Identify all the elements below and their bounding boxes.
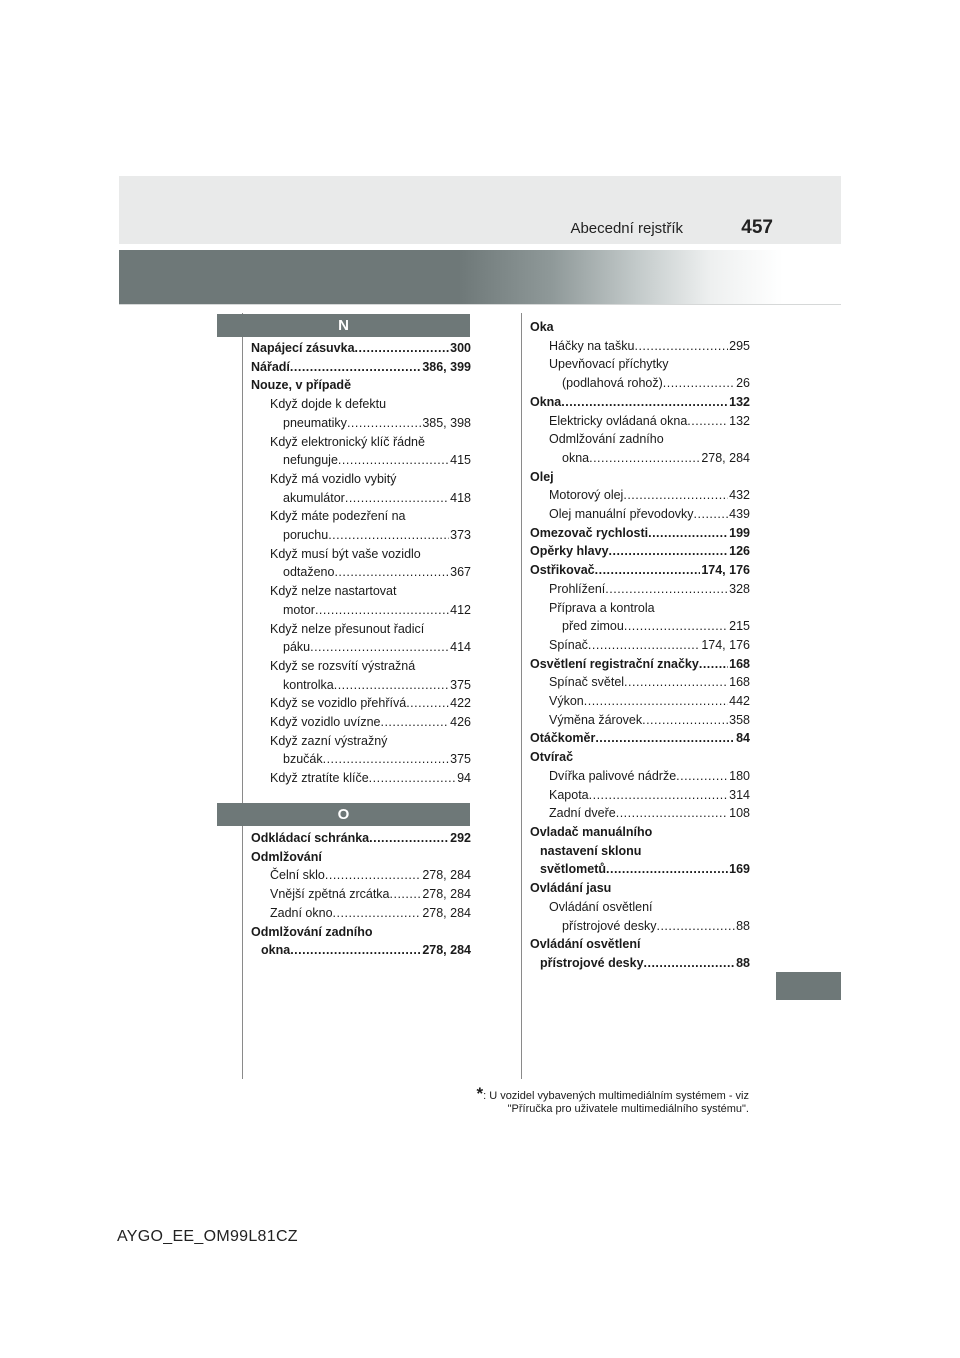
entry-term: Olej manuální převodovky — [549, 507, 694, 522]
entry-term: před zimou — [562, 619, 624, 634]
entry-page-ref: 215 — [729, 619, 750, 634]
entry-term: Otvírač — [530, 750, 574, 765]
index-entry — [251, 526, 471, 545]
index-entry — [251, 563, 471, 582]
entry-term: Když elektronický klíč řádně — [270, 434, 425, 449]
entry-term: okna — [562, 450, 590, 465]
entry-term: Kapota — [549, 787, 589, 802]
dot-leader — [616, 804, 728, 823]
dot-leader — [699, 655, 728, 674]
index-entry — [251, 829, 471, 848]
entry-term: Když ztratíte klíče — [270, 771, 369, 786]
entry-page-ref: 88 — [736, 955, 750, 970]
entry-term: okna — [261, 943, 291, 958]
index-entry — [530, 580, 750, 599]
index-entry — [251, 582, 471, 601]
entry-page-ref: 132 — [729, 413, 750, 428]
dot-leader — [676, 767, 728, 786]
index-entry — [530, 412, 750, 431]
index-entry — [530, 729, 750, 748]
entry-page-ref: 168 — [729, 675, 750, 690]
index-entry — [251, 904, 471, 923]
index-entry — [530, 393, 750, 412]
entry-term: Když se rozsvítí výstražná — [270, 658, 416, 673]
index-entry — [251, 732, 471, 751]
entry-term: Nouze, v případě — [251, 378, 352, 393]
index-entry — [251, 545, 471, 564]
entry-term: Elektricky ovládaná okna — [549, 413, 688, 428]
footnote — [329, 1084, 749, 1116]
index-entry — [530, 860, 750, 879]
entry-term: Prohlížení — [549, 581, 606, 596]
entry-page-ref: 412 — [450, 602, 471, 617]
footnote-line-1: : U vozidel vybavených multimediálním systémem - viz — [483, 1090, 749, 1102]
entry-term: nastavení sklonu — [540, 843, 642, 858]
dot-leader — [595, 561, 701, 580]
entry-page-ref: 439 — [729, 507, 750, 522]
entry-term: pneumatiky — [283, 415, 347, 430]
page-header — [119, 176, 841, 244]
entry-term: Upevňovací příchytky — [549, 357, 669, 372]
index-column-o — [251, 829, 471, 960]
entry-term: Spínač světel — [549, 675, 625, 690]
entry-page-ref: 126 — [729, 544, 750, 559]
dot-leader — [624, 673, 728, 692]
entry-page-ref: 84 — [736, 731, 750, 746]
index-entry — [251, 657, 471, 676]
dot-leader — [334, 563, 449, 582]
section-header-o: O — [217, 803, 470, 826]
entry-term: páku — [283, 640, 311, 655]
entry-term: Odmlžování zadního — [549, 432, 664, 447]
entry-page-ref: 26 — [736, 376, 750, 391]
index-entry — [530, 318, 750, 337]
entry-term: Když vozidlo uvízne — [270, 715, 381, 730]
dot-leader — [323, 750, 450, 769]
entry-page-ref: 168 — [729, 656, 750, 671]
entry-term: odtaženo — [283, 565, 335, 580]
index-entry — [530, 486, 750, 505]
entry-term: motor — [283, 602, 315, 617]
index-entry — [530, 430, 750, 449]
dot-leader — [624, 617, 728, 636]
entry-term: Když musí být vaše vozidlo — [270, 546, 421, 561]
index-entry — [251, 507, 471, 526]
index-entry — [251, 769, 471, 788]
document-code: AYGO_EE_OM99L81CZ — [117, 1228, 298, 1245]
entry-term: Omezovač rychlosti — [530, 525, 649, 540]
entry-term: Výkon — [549, 694, 584, 709]
index-entry — [530, 449, 750, 468]
index-entry — [251, 601, 471, 620]
index-entry — [251, 750, 471, 769]
dot-leader — [369, 769, 456, 788]
entry-term: Odkládací schránka — [251, 831, 370, 845]
entry-term: Odmlžování zadního — [251, 924, 373, 939]
index-entry — [530, 954, 750, 973]
entry-page-ref: 426 — [450, 715, 471, 730]
index-entry — [530, 617, 750, 636]
dot-leader — [406, 694, 449, 713]
dot-leader — [623, 486, 728, 505]
column-divider-left — [242, 313, 243, 1079]
entry-term: Okna — [530, 394, 562, 409]
dot-leader — [380, 713, 449, 732]
index-entry — [530, 711, 750, 730]
index-entry — [530, 898, 750, 917]
entry-page-ref: 418 — [450, 490, 471, 505]
dot-leader — [584, 692, 728, 711]
entry-term: (podlahová rohož) — [562, 376, 663, 391]
dot-leader — [333, 904, 422, 923]
index-entry — [530, 374, 750, 393]
entry-term: Ovládání jasu — [530, 881, 612, 896]
column-divider-middle — [521, 313, 522, 1079]
section-header-n: N — [217, 314, 470, 337]
entry-page-ref: 199 — [729, 525, 750, 540]
index-entry — [530, 879, 750, 898]
index-entry — [530, 561, 750, 580]
header-gradient-band — [119, 250, 841, 304]
entry-term: Když zazní výstražný — [270, 733, 388, 748]
index-entry — [530, 673, 750, 692]
entry-page-ref: 88 — [736, 918, 750, 933]
dot-leader — [663, 374, 735, 393]
entry-term: Osvětlení registrační značky — [530, 656, 699, 671]
entry-term: Zadní dveře — [549, 806, 616, 821]
dot-leader — [328, 526, 449, 545]
index-entry — [530, 692, 750, 711]
entry-page-ref: 278, 284 — [422, 943, 471, 958]
index-entry — [251, 694, 471, 713]
dot-leader — [656, 917, 735, 936]
dot-leader — [634, 337, 728, 356]
index-entry — [530, 337, 750, 356]
index-entry — [251, 451, 471, 470]
entry-page-ref: 132 — [729, 394, 750, 409]
entry-term: poruchu — [283, 528, 329, 543]
dot-leader — [315, 601, 449, 620]
index-entry — [530, 524, 750, 543]
dot-leader — [595, 729, 735, 748]
index-entry — [251, 395, 471, 414]
index-entry — [530, 655, 750, 674]
dot-leader — [589, 786, 729, 805]
entry-term: Olej — [530, 469, 554, 484]
dot-leader — [310, 638, 449, 657]
entry-page-ref: 358 — [729, 712, 750, 727]
dot-leader — [355, 339, 450, 358]
entry-term: bzučák — [283, 752, 323, 767]
index-entry — [251, 848, 471, 867]
entry-page-ref: 414 — [450, 640, 471, 655]
dot-leader — [648, 524, 728, 543]
entry-page-ref: 314 — [729, 787, 750, 802]
index-entry — [530, 599, 750, 618]
entry-term: Když nelze nastartovat — [270, 584, 397, 599]
index-entry — [530, 823, 750, 842]
chapter-thumb-tab — [776, 972, 841, 1000]
entry-page-ref: 292 — [450, 831, 471, 845]
entry-term: Odmlžování — [251, 849, 322, 864]
entry-page-ref: 278, 284 — [422, 887, 471, 902]
index-entry — [251, 885, 471, 904]
footnote-line-2: "Příručka pro uživatele multimediálního systému". — [507, 1103, 749, 1115]
entry-term: kontrolka — [283, 677, 334, 692]
entry-term: Ostřikovač — [530, 563, 595, 578]
index-entry — [530, 917, 750, 936]
index-entry — [530, 355, 750, 374]
dot-leader — [334, 676, 449, 695]
entry-page-ref: 295 — [729, 338, 750, 353]
entry-page-ref: 174, 176 — [701, 563, 750, 578]
index-entry — [530, 636, 750, 655]
page-number: 457 — [741, 217, 773, 238]
index-entry — [251, 923, 471, 942]
entry-page-ref: 108 — [729, 806, 750, 821]
entry-term: Opěrky hlavy — [530, 544, 609, 559]
index-entry — [530, 842, 750, 861]
dot-leader — [609, 542, 729, 561]
entry-page-ref: 94 — [457, 771, 471, 786]
entry-term: Když nelze přesunout řadicí — [270, 621, 425, 636]
index-entry — [530, 542, 750, 561]
footnote-star: * — [476, 1084, 484, 1103]
entry-term: akumulátor — [283, 490, 345, 505]
entry-page-ref: 278, 284 — [422, 868, 471, 883]
index-entry — [251, 376, 471, 395]
entry-term: Příprava a kontrola — [549, 600, 655, 615]
entry-term: Když má vozidlo vybitý — [270, 471, 397, 486]
dot-leader — [345, 489, 449, 508]
dot-leader — [605, 580, 728, 599]
dot-leader — [644, 954, 736, 973]
index-entry — [251, 676, 471, 695]
entry-term: Zadní okno — [270, 905, 333, 920]
entry-term: Oka — [530, 320, 554, 334]
index-entry — [251, 339, 471, 358]
index-entry — [251, 489, 471, 508]
entry-term: světlometů — [540, 862, 606, 877]
entry-term: Dvířka palivové nádrže — [549, 768, 677, 783]
entry-page-ref: 385, 398 — [422, 415, 471, 430]
dot-leader — [390, 885, 422, 904]
entry-term: Motorový olej — [549, 488, 624, 503]
dot-leader — [694, 505, 729, 524]
entry-term: Ovladač manuálního — [530, 824, 653, 839]
index-column-n — [251, 339, 471, 788]
dot-leader — [561, 393, 728, 412]
entry-page-ref: 386, 399 — [422, 359, 471, 374]
dot-leader — [347, 414, 421, 433]
entry-term: Háčky na tašku — [549, 338, 635, 353]
entry-term: nefunguje — [283, 453, 338, 468]
entry-term: Nářadí — [251, 359, 290, 374]
entry-term: Čelní sklo — [270, 868, 325, 883]
entry-term: Vnější zpětná zrcátka — [270, 887, 390, 902]
entry-page-ref: 432 — [729, 488, 750, 503]
index-entry — [530, 767, 750, 786]
dot-leader — [589, 449, 700, 468]
entry-page-ref: 300 — [450, 341, 471, 355]
dot-leader — [290, 358, 421, 377]
index-column-right — [530, 318, 750, 973]
index-entry — [251, 470, 471, 489]
dot-leader — [369, 829, 449, 848]
entry-page-ref: 278, 284 — [701, 450, 750, 465]
entry-term: Když máte podezření na — [270, 509, 406, 524]
entry-term: Ovládání osvětlení — [530, 937, 641, 952]
header-title: Abecední rejstřík — [570, 220, 683, 237]
entry-page-ref: 367 — [450, 565, 471, 580]
dot-leader — [325, 866, 421, 885]
dot-leader — [642, 711, 728, 730]
entry-term: Když se vozidlo přehřívá — [270, 696, 407, 711]
index-entry — [530, 505, 750, 524]
index-entry — [530, 935, 750, 954]
entry-page-ref: 328 — [729, 581, 750, 596]
entry-term: Napájecí zásuvka — [251, 341, 355, 355]
entry-page-ref: 180 — [729, 768, 750, 783]
index-entry — [530, 748, 750, 767]
entry-term: Výměna žárovek — [549, 712, 643, 727]
index-entry — [251, 941, 471, 960]
entry-page-ref: 442 — [729, 694, 750, 709]
index-entry — [530, 786, 750, 805]
index-entry — [251, 414, 471, 433]
index-entry — [251, 638, 471, 657]
entry-term: Ovládání osvětlení — [549, 899, 653, 914]
entry-term: Otáčkoměr — [530, 731, 596, 746]
index-entry — [251, 620, 471, 639]
dot-leader — [606, 860, 728, 879]
entry-page-ref: 373 — [450, 528, 471, 543]
entry-page-ref: 174, 176 — [701, 637, 750, 652]
entry-term: Když dojde k defektu — [270, 397, 387, 412]
index-entry — [251, 713, 471, 732]
dot-leader — [687, 412, 728, 431]
dot-leader — [338, 451, 449, 470]
dot-leader — [588, 636, 700, 655]
entry-term: Spínač — [549, 637, 588, 652]
entry-page-ref: 422 — [450, 696, 471, 711]
entry-page-ref: 169 — [729, 862, 750, 877]
index-entry — [251, 358, 471, 377]
dot-leader — [290, 941, 421, 960]
entry-page-ref: 415 — [450, 453, 471, 468]
index-entry — [530, 804, 750, 823]
index-entry — [251, 866, 471, 885]
index-entry — [251, 433, 471, 452]
entry-page-ref: 375 — [450, 677, 471, 692]
header-divider — [119, 304, 841, 305]
entry-page-ref: 375 — [450, 752, 471, 767]
entry-term: přístrojové desky — [540, 955, 644, 970]
index-entry — [530, 468, 750, 487]
entry-page-ref: 278, 284 — [422, 905, 471, 920]
entry-term: přístrojové desky — [562, 918, 657, 933]
